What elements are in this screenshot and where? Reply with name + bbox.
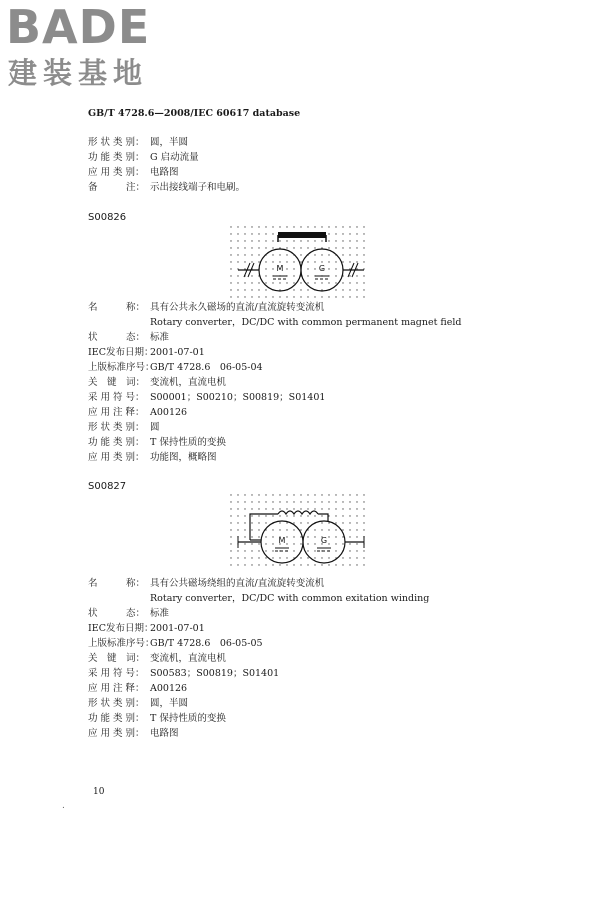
entry-code: S00826	[88, 212, 127, 223]
field-label: 备 注：	[88, 182, 146, 193]
motor-label: M	[276, 264, 284, 273]
generator-label: G	[318, 264, 326, 273]
field-value: S00001；S00210；S00819；S01401	[150, 392, 326, 403]
document-header: GB/T 4728.6—2008/IEC 60617 database	[88, 108, 301, 119]
field-label: 功 能 类 别：	[88, 437, 145, 448]
field-value: 2001-07-01	[150, 623, 205, 634]
name-en: Rotary converter，DC/DC with common permanent magnet field	[150, 317, 462, 328]
footer-mark: .	[62, 801, 65, 811]
field-label: 应 用 注 释：	[88, 407, 145, 418]
field-value: A00126	[150, 683, 188, 694]
logo-subtitle: 建装基地	[8, 56, 149, 90]
field-value: G 启动流量	[150, 152, 199, 163]
field-value: 圆，半圆	[150, 137, 189, 148]
field-label: 采 用 符 号：	[88, 392, 145, 403]
motor-label: M	[278, 536, 286, 545]
field-value: 变流机，直流电机	[150, 653, 227, 664]
page-number: 10	[93, 787, 105, 797]
field-label: 关 键 词：	[88, 377, 146, 388]
field-label: 功 能 类 别：	[88, 713, 145, 724]
field-label: 名 称：	[88, 302, 146, 313]
name-en: Rotary converter，DC/DC with common exitation winding	[150, 593, 430, 604]
entry-code: S00827	[88, 481, 127, 492]
name-zh: 具有公共永久磁场的直流/直流旋转变流机	[150, 302, 325, 313]
field-label: 形 状 类 别：	[88, 698, 145, 709]
rotary-converter-symbol-s00827	[230, 494, 370, 570]
field-value: GB/T 4728.6 06-05-05	[150, 638, 263, 649]
field-label: 上版标准序号：	[88, 638, 155, 649]
rotary-converter-symbol-s00826	[230, 226, 370, 302]
field-label: 关 键 词：	[88, 653, 146, 664]
field-label: 功 能 类 别：	[88, 152, 145, 163]
field-value: 标准	[150, 608, 170, 619]
field-label: 应 用 注 释：	[88, 683, 145, 694]
field-value: GB/T 4728.6 06-05-04	[150, 362, 263, 373]
field-value: 2001-07-01	[150, 347, 205, 358]
field-label: 形 状 类 别：	[88, 422, 145, 433]
field-label: 状 态：	[88, 332, 146, 343]
field-label: IEC发布日期：	[88, 623, 154, 634]
field-label: 应 用 类 别：	[88, 728, 145, 739]
field-value: 示出接线端子和电刷。	[150, 182, 246, 193]
field-value: 功能图，概略图	[150, 452, 217, 463]
name-zh: 具有公共磁场绕组的直流/直流旋转变流机	[150, 578, 325, 589]
bade-logo	[6, 2, 181, 97]
permanent-magnet-bar	[278, 232, 326, 238]
logo-wordmark: BADE	[6, 0, 151, 54]
field-label: 形 状 类 别：	[88, 137, 145, 148]
field-value: T 保持性质的变换	[150, 437, 226, 448]
field-value: 电路图	[150, 728, 179, 739]
field-value: 标准	[150, 332, 170, 343]
field-label: 状 态：	[88, 608, 146, 619]
field-value: 圆	[150, 422, 160, 433]
field-label: 应 用 类 别：	[88, 167, 145, 178]
field-label: IEC发布日期：	[88, 347, 154, 358]
field-value: 变流机，直流电机	[150, 377, 227, 388]
field-value: 电路图	[150, 167, 179, 178]
field-value: S00583；S00819；S01401	[150, 668, 280, 679]
field-value: 圆，半圆	[150, 698, 189, 709]
field-label: 应 用 类 别：	[88, 452, 145, 463]
field-label: 名 称：	[88, 578, 146, 589]
generator-label: G	[320, 536, 328, 545]
field-label: 上版标准序号：	[88, 362, 155, 373]
field-label: 采 用 符 号：	[88, 668, 145, 679]
field-value: A00126	[150, 407, 188, 418]
field-value: T 保持性质的变换	[150, 713, 226, 724]
